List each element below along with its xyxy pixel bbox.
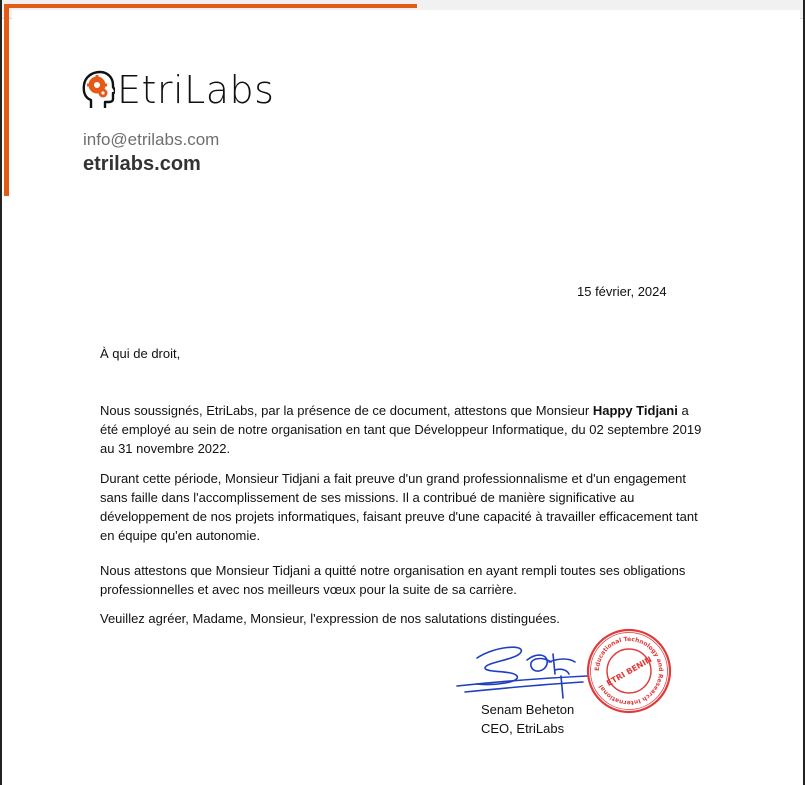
letter-closing: Veuillez agréer, Madame, Monsieur, l'expression de nos salutations distinguées. — [100, 611, 560, 626]
employee-name: Happy Tidjani — [592, 403, 678, 418]
letter-salutation: À qui de droit, — [100, 346, 181, 361]
head-gears-icon — [81, 70, 115, 110]
company-logo — [81, 68, 274, 112]
company-website[interactable]: etrilabs.com — [83, 153, 201, 175]
letter-paragraph-1 — [100, 401, 710, 458]
letter-paragraph-2: Durant cette période, Monsieur Tidjani a fait preuve d'un grand professionnalisme et d'un engagement sans faille dans l'accomplissement de ses missions. Il a contribué de manière significative au développement de nos projets informatiques, faisant preuve d'une capacité à travailler efficacement tant en équipe qu'en autonomie. — [100, 471, 698, 543]
signatory-role: CEO, EtriLabs — [481, 721, 565, 736]
letter-page — [12, 10, 800, 785]
signatory-name: Senam Beheton — [481, 702, 575, 717]
letter-paragraph-3: Nous attestons que Monsieur Tidjani a quitté notre organisation en ayant rempli toutes ses obligations professionnelles et avec nos meilleurs vœux pour la suite de sa carrière. — [100, 563, 686, 597]
company-stamp — [585, 627, 673, 715]
stamp-ring-text: Educational Technology and Research International — [593, 635, 665, 707]
handwritten-signature — [455, 640, 590, 700]
paragraph-1-text-start: Nous soussignés, EtriLabs, par la présence de ce document, attestons que Monsieur — [100, 403, 593, 418]
window-left-border — [0, 0, 2, 785]
logo-wordmark: EtriLabs — [117, 68, 275, 112]
stamp-center-text: ETRI BENIN — [605, 654, 654, 689]
letter-date: 15 février, 2024 — [577, 284, 667, 299]
paragraph-1-text-end: a été employé au sein de notre organisation en tant que Développeur Informatique, du 02 septembre 2019 au 31 novembre 2022. — [100, 403, 702, 456]
accent-bar-top — [4, 4, 417, 8]
accent-bar-left — [4, 4, 9, 196]
contact-email[interactable]: info@etrilabs.com — [83, 130, 220, 149]
